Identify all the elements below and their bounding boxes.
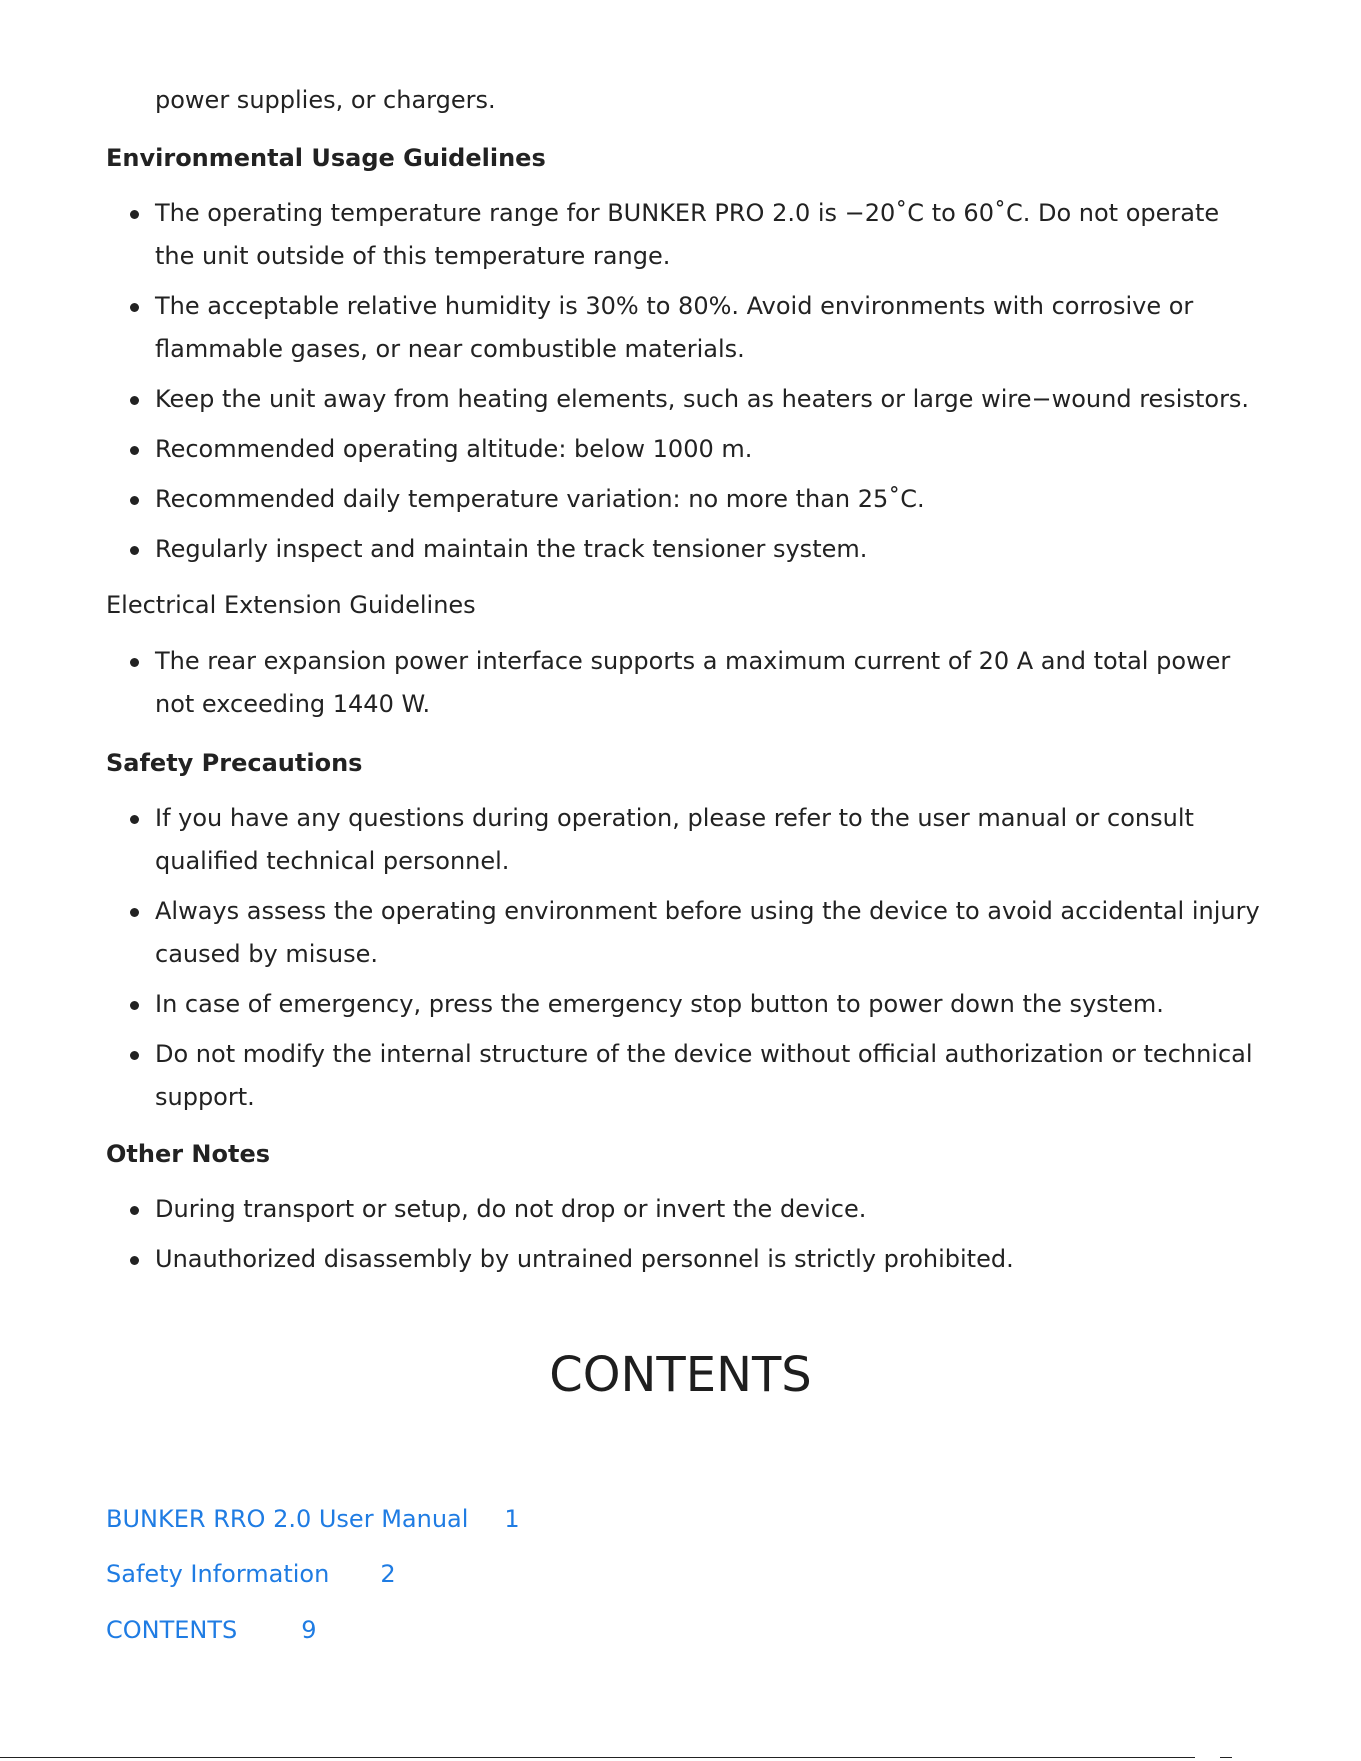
- list-item: Do not modify the internal structure of the device without official authorization or technical support.: [106, 1033, 1266, 1119]
- toc-title: CONTENTS: [549, 1347, 812, 1403]
- list-item: The operating temperature range for BUNKER PRO 2.0 is −20˚C to 60˚C. Do not operate the unit outside of this temperature range.: [106, 192, 1266, 278]
- list-item: Recommended daily temperature variation: no more than 25˚C.: [106, 478, 1266, 521]
- electrical-list: [106, 640, 1266, 733]
- toc-entry-label[interactable]: CONTENTS: [106, 1616, 238, 1644]
- environmental-list: [106, 192, 1266, 578]
- other-notes-list: [106, 1188, 1266, 1288]
- list-item: In case of emergency, press the emergency stop button to power down the system.: [106, 983, 1266, 1026]
- toc-entry-page[interactable]: 2: [380, 1560, 396, 1588]
- list-item: The rear expansion power interface supports a maximum current of 20 A and total power not exceeding 1440 W.: [106, 640, 1266, 726]
- toc-entry-page[interactable]: 9: [301, 1616, 317, 1644]
- footer-rule: [0, 1757, 1195, 1758]
- list-item: The acceptable relative humidity is 30% to 80%. Avoid environments with corrosive or flammable gases, or near combustible materials.: [106, 285, 1266, 371]
- list-item: Keep the unit away from heating elements, such as heaters or large wire−wound resistors.: [106, 378, 1266, 421]
- list-item: If you have any questions during operation, please refer to the user manual or consult qualified technical personnel.: [106, 797, 1266, 883]
- toc-entry-label[interactable]: BUNKER RRO 2.0 User Manual: [106, 1505, 469, 1533]
- section-heading-environmental: Environmental Usage Guidelines: [106, 144, 546, 172]
- section-heading-other-notes: Other Notes: [106, 1140, 271, 1168]
- toc-entry-label[interactable]: Safety Information: [106, 1560, 330, 1588]
- continuation-text: power supplies, or chargers.: [155, 86, 496, 114]
- safety-list: [106, 797, 1266, 1126]
- list-item: Unauthorized disassembly by untrained personnel is strictly prohibited.: [106, 1238, 1266, 1281]
- list-item: Regularly inspect and maintain the track tensioner system.: [106, 528, 1266, 571]
- list-item: Recommended operating altitude: below 1000 m.: [106, 428, 1266, 471]
- toc-entry-user-manual[interactable]: [106, 1502, 520, 1536]
- toc-entry-safety-information[interactable]: [106, 1557, 396, 1591]
- list-item: During transport or setup, do not drop or invert the device.: [106, 1188, 1266, 1231]
- list-item: Always assess the operating environment before using the device to avoid accidental injury caused by misuse.: [106, 890, 1266, 976]
- section-heading-electrical: Electrical Extension Guidelines: [106, 591, 476, 619]
- footer-mark: [1220, 1757, 1232, 1758]
- toc-entry-page[interactable]: 1: [504, 1505, 520, 1533]
- toc-entry-contents[interactable]: [106, 1613, 317, 1647]
- section-heading-safety: Safety Precautions: [106, 749, 363, 777]
